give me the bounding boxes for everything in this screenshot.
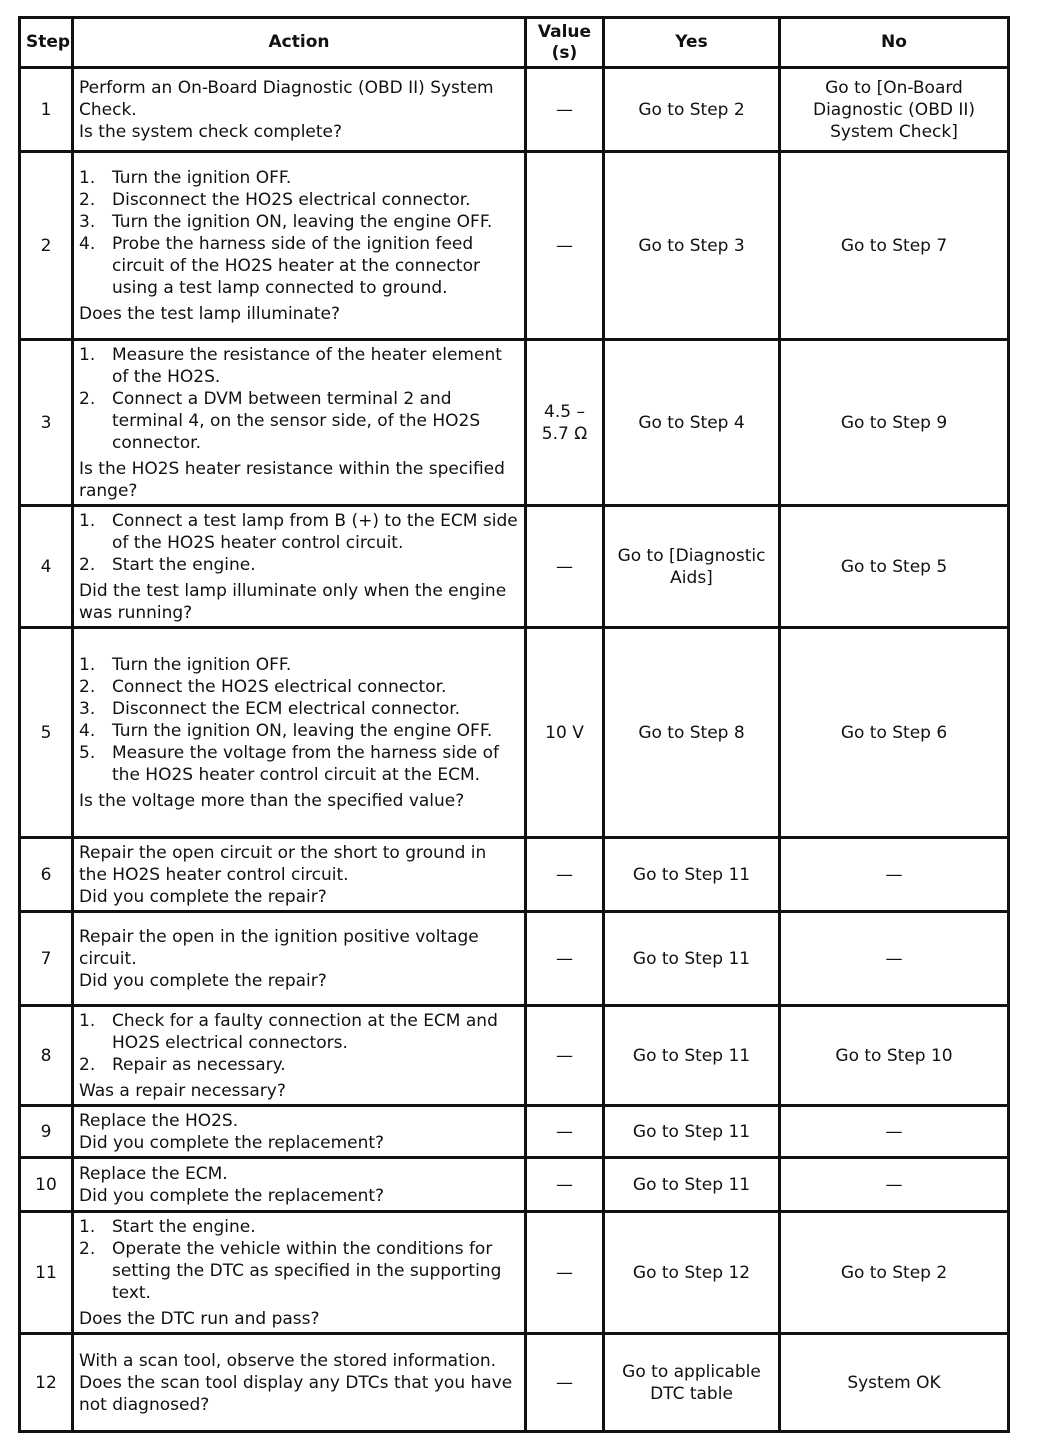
value-cell: — xyxy=(526,506,604,628)
step-number: 7 xyxy=(20,912,73,1006)
action-cell xyxy=(73,628,526,838)
table-row xyxy=(20,506,1009,628)
no-cell: — xyxy=(780,912,1009,1006)
action-step-text: Operate the vehicle within the conditions for setting the DTC as specified in the supporting text. xyxy=(112,1238,502,1303)
action-intro: With a scan tool, observe the stored information. xyxy=(79,1350,497,1371)
header-no: No xyxy=(780,18,1009,68)
step-number: 1 xyxy=(20,68,73,152)
no-cell: — xyxy=(780,1158,1009,1212)
action-intro: Repair the open circuit or the short to ground in the HO2S heater control circuit. xyxy=(79,842,487,885)
step-number: 4 xyxy=(20,506,73,628)
action-cell xyxy=(73,506,526,628)
action-step-text: Check for a faulty connection at the ECM and HO2S electrical connectors. xyxy=(112,1010,498,1053)
yes-cell: Go to Step 4 xyxy=(604,340,780,506)
value-cell: — xyxy=(526,1334,604,1432)
action-step-text: Disconnect the ECM electrical connector. xyxy=(112,698,461,719)
no-cell: Go to Step 10 xyxy=(780,1006,1009,1106)
table-body xyxy=(20,68,1009,1432)
table-row xyxy=(20,1106,1009,1158)
action-step-item xyxy=(79,510,519,554)
value-cell: — xyxy=(526,1158,604,1212)
action-cell xyxy=(73,838,526,912)
action-step-number: 5. xyxy=(79,742,96,763)
yes-cell: Go to Step 2 xyxy=(604,68,780,152)
action-question: Did you complete the repair? xyxy=(79,886,327,907)
step-number: 10 xyxy=(20,1158,73,1212)
no-cell: Go to Step 2 xyxy=(780,1212,1009,1334)
action-step-text: Probe the harness side of the ignition feed circuit of the HO2S heater at the connector using a test lamp connected to ground. xyxy=(112,233,480,298)
action-cell xyxy=(73,912,526,1006)
header-step: Step xyxy=(20,18,73,68)
no-cell: Go to Step 5 xyxy=(780,506,1009,628)
action-steps-list xyxy=(79,1010,519,1076)
action-step-number: 4. xyxy=(79,720,96,741)
action-step-item xyxy=(79,742,519,786)
table-row xyxy=(20,1334,1009,1432)
yes-cell: Go to Step 12 xyxy=(604,1212,780,1334)
action-step-item xyxy=(79,211,519,233)
action-question: Is the system check complete? xyxy=(79,121,343,142)
yes-cell: Go to Step 11 xyxy=(604,1006,780,1106)
action-step-item xyxy=(79,1238,519,1304)
action-step-item xyxy=(79,388,519,454)
no-cell: System OK xyxy=(780,1334,1009,1432)
action-step-number: 1. xyxy=(79,654,96,675)
action-step-text: Measure the resistance of the heater element of the HO2S. xyxy=(112,344,502,387)
action-step-number: 2. xyxy=(79,1238,96,1259)
table-row xyxy=(20,1006,1009,1106)
table-row xyxy=(20,1212,1009,1334)
action-step-number: 1. xyxy=(79,1216,96,1237)
action-step-item xyxy=(79,1010,519,1054)
action-step-text: Connect the HO2S electrical connector. xyxy=(112,676,447,697)
step-number: 5 xyxy=(20,628,73,838)
action-steps-list xyxy=(79,344,519,454)
value-cell: — xyxy=(526,912,604,1006)
no-cell: Go to [On-Board Diagnostic (OBD II) System Check] xyxy=(780,68,1009,152)
action-step-number: 2. xyxy=(79,189,96,210)
value-cell: — xyxy=(526,838,604,912)
action-step-item xyxy=(79,189,519,211)
yes-cell: Go to Step 11 xyxy=(604,1158,780,1212)
action-cell xyxy=(73,1158,526,1212)
value-cell: — xyxy=(526,68,604,152)
action-question: Does the DTC run and pass? xyxy=(79,1308,320,1329)
yes-cell: Go to Step 11 xyxy=(604,912,780,1006)
action-cell xyxy=(73,340,526,506)
action-step-text: Disconnect the HO2S electrical connector. xyxy=(112,189,471,210)
action-step-item xyxy=(79,554,519,576)
no-cell: — xyxy=(780,838,1009,912)
yes-cell: Go to Step 8 xyxy=(604,628,780,838)
step-number: 11 xyxy=(20,1212,73,1334)
action-step-item xyxy=(79,344,519,388)
table-row xyxy=(20,152,1009,340)
action-question: Did you complete the replacement? xyxy=(79,1132,385,1153)
value-cell: — xyxy=(526,152,604,340)
value-cell: — xyxy=(526,1212,604,1334)
action-question: Is the voltage more than the specified value? xyxy=(79,790,465,811)
step-number: 12 xyxy=(20,1334,73,1432)
action-intro: Perform an On-Board Diagnostic (OBD II) System Check. xyxy=(79,77,494,120)
action-step-item xyxy=(79,233,519,299)
action-cell xyxy=(73,68,526,152)
header-value: Value (s) xyxy=(526,18,604,68)
diagnostic-table xyxy=(18,16,1010,1433)
action-intro: Repair the open in the ignition positive voltage circuit. xyxy=(79,926,479,969)
table-row xyxy=(20,912,1009,1006)
action-question: Did you complete the repair? xyxy=(79,970,327,991)
action-intro: Replace the HO2S. xyxy=(79,1110,239,1131)
action-step-item xyxy=(79,1054,519,1076)
table-row xyxy=(20,628,1009,838)
action-step-text: Measure the voltage from the harness side of the HO2S heater control circuit at the ECM. xyxy=(112,742,499,785)
action-question: Does the test lamp illuminate? xyxy=(79,303,341,324)
action-step-number: 1. xyxy=(79,510,96,531)
action-step-number: 3. xyxy=(79,698,96,719)
action-step-item xyxy=(79,1216,519,1238)
action-step-text: Repair as necessary. xyxy=(112,1054,286,1075)
action-step-item xyxy=(79,167,519,189)
action-step-text: Start the engine. xyxy=(112,554,256,575)
action-step-text: Start the engine. xyxy=(112,1216,256,1237)
action-question: Was a repair necessary? xyxy=(79,1080,286,1101)
action-cell xyxy=(73,152,526,340)
action-step-number: 2. xyxy=(79,388,96,409)
no-cell: Go to Step 7 xyxy=(780,152,1009,340)
action-step-item xyxy=(79,698,519,720)
value-cell: 4.5 – 5.7 Ω xyxy=(526,340,604,506)
action-step-number: 1. xyxy=(79,1010,96,1031)
action-step-number: 2. xyxy=(79,676,96,697)
action-step-item xyxy=(79,676,519,698)
action-steps-list xyxy=(79,167,519,299)
action-step-text: Turn the ignition ON, leaving the engine OFF. xyxy=(112,211,493,232)
step-number: 2 xyxy=(20,152,73,340)
step-number: 8 xyxy=(20,1006,73,1106)
value-cell: — xyxy=(526,1106,604,1158)
action-step-number: 4. xyxy=(79,233,96,254)
action-cell xyxy=(73,1212,526,1334)
action-question: Is the HO2S heater resistance within the specified range? xyxy=(79,458,505,501)
action-step-number: 2. xyxy=(79,554,96,575)
action-steps-list xyxy=(79,510,519,576)
table-row xyxy=(20,68,1009,152)
action-step-text: Connect a test lamp from B (+) to the ECM side of the HO2S heater control circuit. xyxy=(112,510,518,553)
table-row xyxy=(20,340,1009,506)
action-intro: Replace the ECM. xyxy=(79,1163,228,1184)
step-number: 6 xyxy=(20,838,73,912)
no-cell: Go to Step 9 xyxy=(780,340,1009,506)
yes-cell: Go to Step 3 xyxy=(604,152,780,340)
action-cell xyxy=(73,1006,526,1106)
action-step-text: Turn the ignition OFF. xyxy=(112,654,292,675)
header-row xyxy=(20,18,1009,68)
action-step-text: Connect a DVM between terminal 2 and terminal 4, on the sensor side, of the HO2S connector. xyxy=(112,388,481,453)
action-cell xyxy=(73,1106,526,1158)
yes-cell: Go to applicable DTC table xyxy=(604,1334,780,1432)
yes-cell: Go to [Diagnostic Aids] xyxy=(604,506,780,628)
action-step-number: 3. xyxy=(79,211,96,232)
table-row xyxy=(20,1158,1009,1212)
action-cell xyxy=(73,1334,526,1432)
action-question: Does the scan tool display any DTCs that you have not diagnosed? xyxy=(79,1372,513,1415)
action-step-number: 1. xyxy=(79,167,96,188)
action-step-number: 1. xyxy=(79,344,96,365)
action-step-text: Turn the ignition ON, leaving the engine OFF. xyxy=(112,720,493,741)
action-question: Did the test lamp illuminate only when the engine was running? xyxy=(79,580,507,623)
action-steps-list xyxy=(79,654,519,786)
yes-cell: Go to Step 11 xyxy=(604,838,780,912)
step-number: 3 xyxy=(20,340,73,506)
no-cell: — xyxy=(780,1106,1009,1158)
value-cell: — xyxy=(526,1006,604,1106)
action-step-number: 2. xyxy=(79,1054,96,1075)
header-yes: Yes xyxy=(604,18,780,68)
action-question: Did you complete the replacement? xyxy=(79,1185,385,1206)
action-step-item xyxy=(79,654,519,676)
no-cell: Go to Step 6 xyxy=(780,628,1009,838)
header-action: Action xyxy=(73,18,526,68)
action-step-item xyxy=(79,720,519,742)
table-row xyxy=(20,838,1009,912)
action-step-text: Turn the ignition OFF. xyxy=(112,167,292,188)
action-steps-list xyxy=(79,1216,519,1304)
yes-cell: Go to Step 11 xyxy=(604,1106,780,1158)
step-number: 9 xyxy=(20,1106,73,1158)
value-cell: 10 V xyxy=(526,628,604,838)
